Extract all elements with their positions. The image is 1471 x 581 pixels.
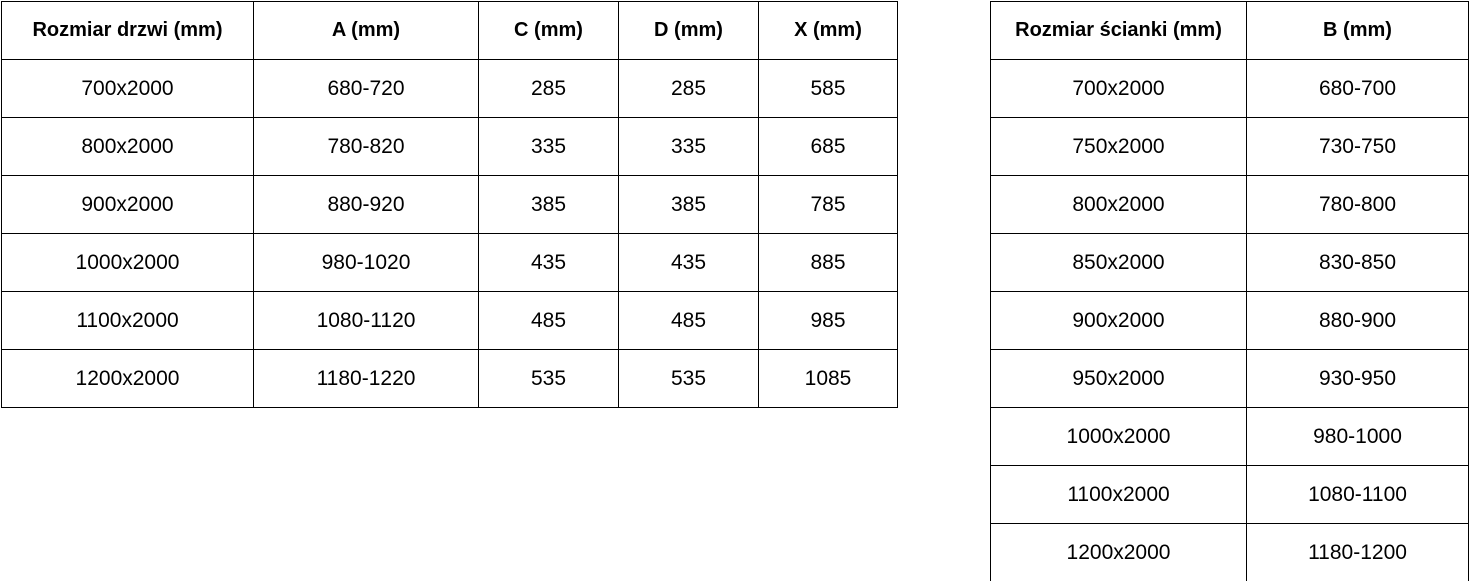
table-cell: 1200x2000 (991, 524, 1247, 581)
table-cell: 285 (619, 60, 759, 118)
wall-table-header (991, 2, 1469, 60)
table-row (991, 292, 1469, 350)
door-dimensions-table (1, 1, 898, 408)
table-cell: 435 (479, 234, 619, 292)
table-cell: 985 (759, 292, 898, 350)
table-cell: 535 (619, 350, 759, 408)
table-cell: 800x2000 (2, 118, 254, 176)
column-header: Rozmiar drzwi (mm) (2, 2, 254, 60)
table-cell: 980-1000 (1247, 408, 1469, 466)
table-cell: 800x2000 (991, 176, 1247, 234)
table-cell: 1200x2000 (2, 350, 254, 408)
column-header: D (mm) (619, 2, 759, 60)
table-row (991, 118, 1469, 176)
table-cell: 285 (479, 60, 619, 118)
table-cell: 1080-1100 (1247, 466, 1469, 524)
table-cell: 880-920 (254, 176, 479, 234)
table-row (2, 176, 898, 234)
table-cell: 680-720 (254, 60, 479, 118)
table-row (991, 176, 1469, 234)
table-cell: 900x2000 (991, 292, 1247, 350)
column-header: Rozmiar ścianki (mm) (991, 2, 1247, 60)
table-cell: 850x2000 (991, 234, 1247, 292)
table-cell: 680-700 (1247, 60, 1469, 118)
door-table-header (2, 2, 898, 60)
table-row (991, 408, 1469, 466)
table-cell: 1180-1200 (1247, 524, 1469, 581)
table-cell: 950x2000 (991, 350, 1247, 408)
table-cell: 980-1020 (254, 234, 479, 292)
column-header: X (mm) (759, 2, 898, 60)
table-cell: 535 (479, 350, 619, 408)
table-cell: 1100x2000 (2, 292, 254, 350)
wall-dimensions-table (990, 1, 1469, 581)
wall-table-body (991, 60, 1469, 581)
table-cell: 485 (619, 292, 759, 350)
table-cell: 585 (759, 60, 898, 118)
table-cell: 700x2000 (991, 60, 1247, 118)
table-row (2, 118, 898, 176)
table-cell: 685 (759, 118, 898, 176)
table-cell: 730-750 (1247, 118, 1469, 176)
table-cell: 385 (619, 176, 759, 234)
table-row (991, 350, 1469, 408)
table-row (991, 466, 1469, 524)
table-cell: 830-850 (1247, 234, 1469, 292)
header-row (2, 2, 898, 60)
table-cell: 780-820 (254, 118, 479, 176)
column-header: C (mm) (479, 2, 619, 60)
table-cell: 485 (479, 292, 619, 350)
table-cell: 700x2000 (2, 60, 254, 118)
table-cell: 1000x2000 (2, 234, 254, 292)
table-cell: 335 (619, 118, 759, 176)
table-cell: 880-900 (1247, 292, 1469, 350)
table-cell: 785 (759, 176, 898, 234)
table-row (991, 524, 1469, 581)
table-row (2, 60, 898, 118)
table-row (2, 292, 898, 350)
column-header: B (mm) (1247, 2, 1469, 60)
table-cell: 885 (759, 234, 898, 292)
table-cell: 750x2000 (991, 118, 1247, 176)
table-cell: 1180-1220 (254, 350, 479, 408)
table-cell: 1085 (759, 350, 898, 408)
table-cell: 780-800 (1247, 176, 1469, 234)
table-row (991, 234, 1469, 292)
table-row (991, 60, 1469, 118)
table-cell: 435 (619, 234, 759, 292)
table-cell: 1080-1120 (254, 292, 479, 350)
table-row (2, 234, 898, 292)
header-row (991, 2, 1469, 60)
table-cell: 1000x2000 (991, 408, 1247, 466)
table-row (2, 350, 898, 408)
table-cell: 385 (479, 176, 619, 234)
table-cell: 900x2000 (2, 176, 254, 234)
column-header: A (mm) (254, 2, 479, 60)
table-cell: 1100x2000 (991, 466, 1247, 524)
table-cell: 930-950 (1247, 350, 1469, 408)
door-table-body (2, 60, 898, 408)
table-cell: 335 (479, 118, 619, 176)
